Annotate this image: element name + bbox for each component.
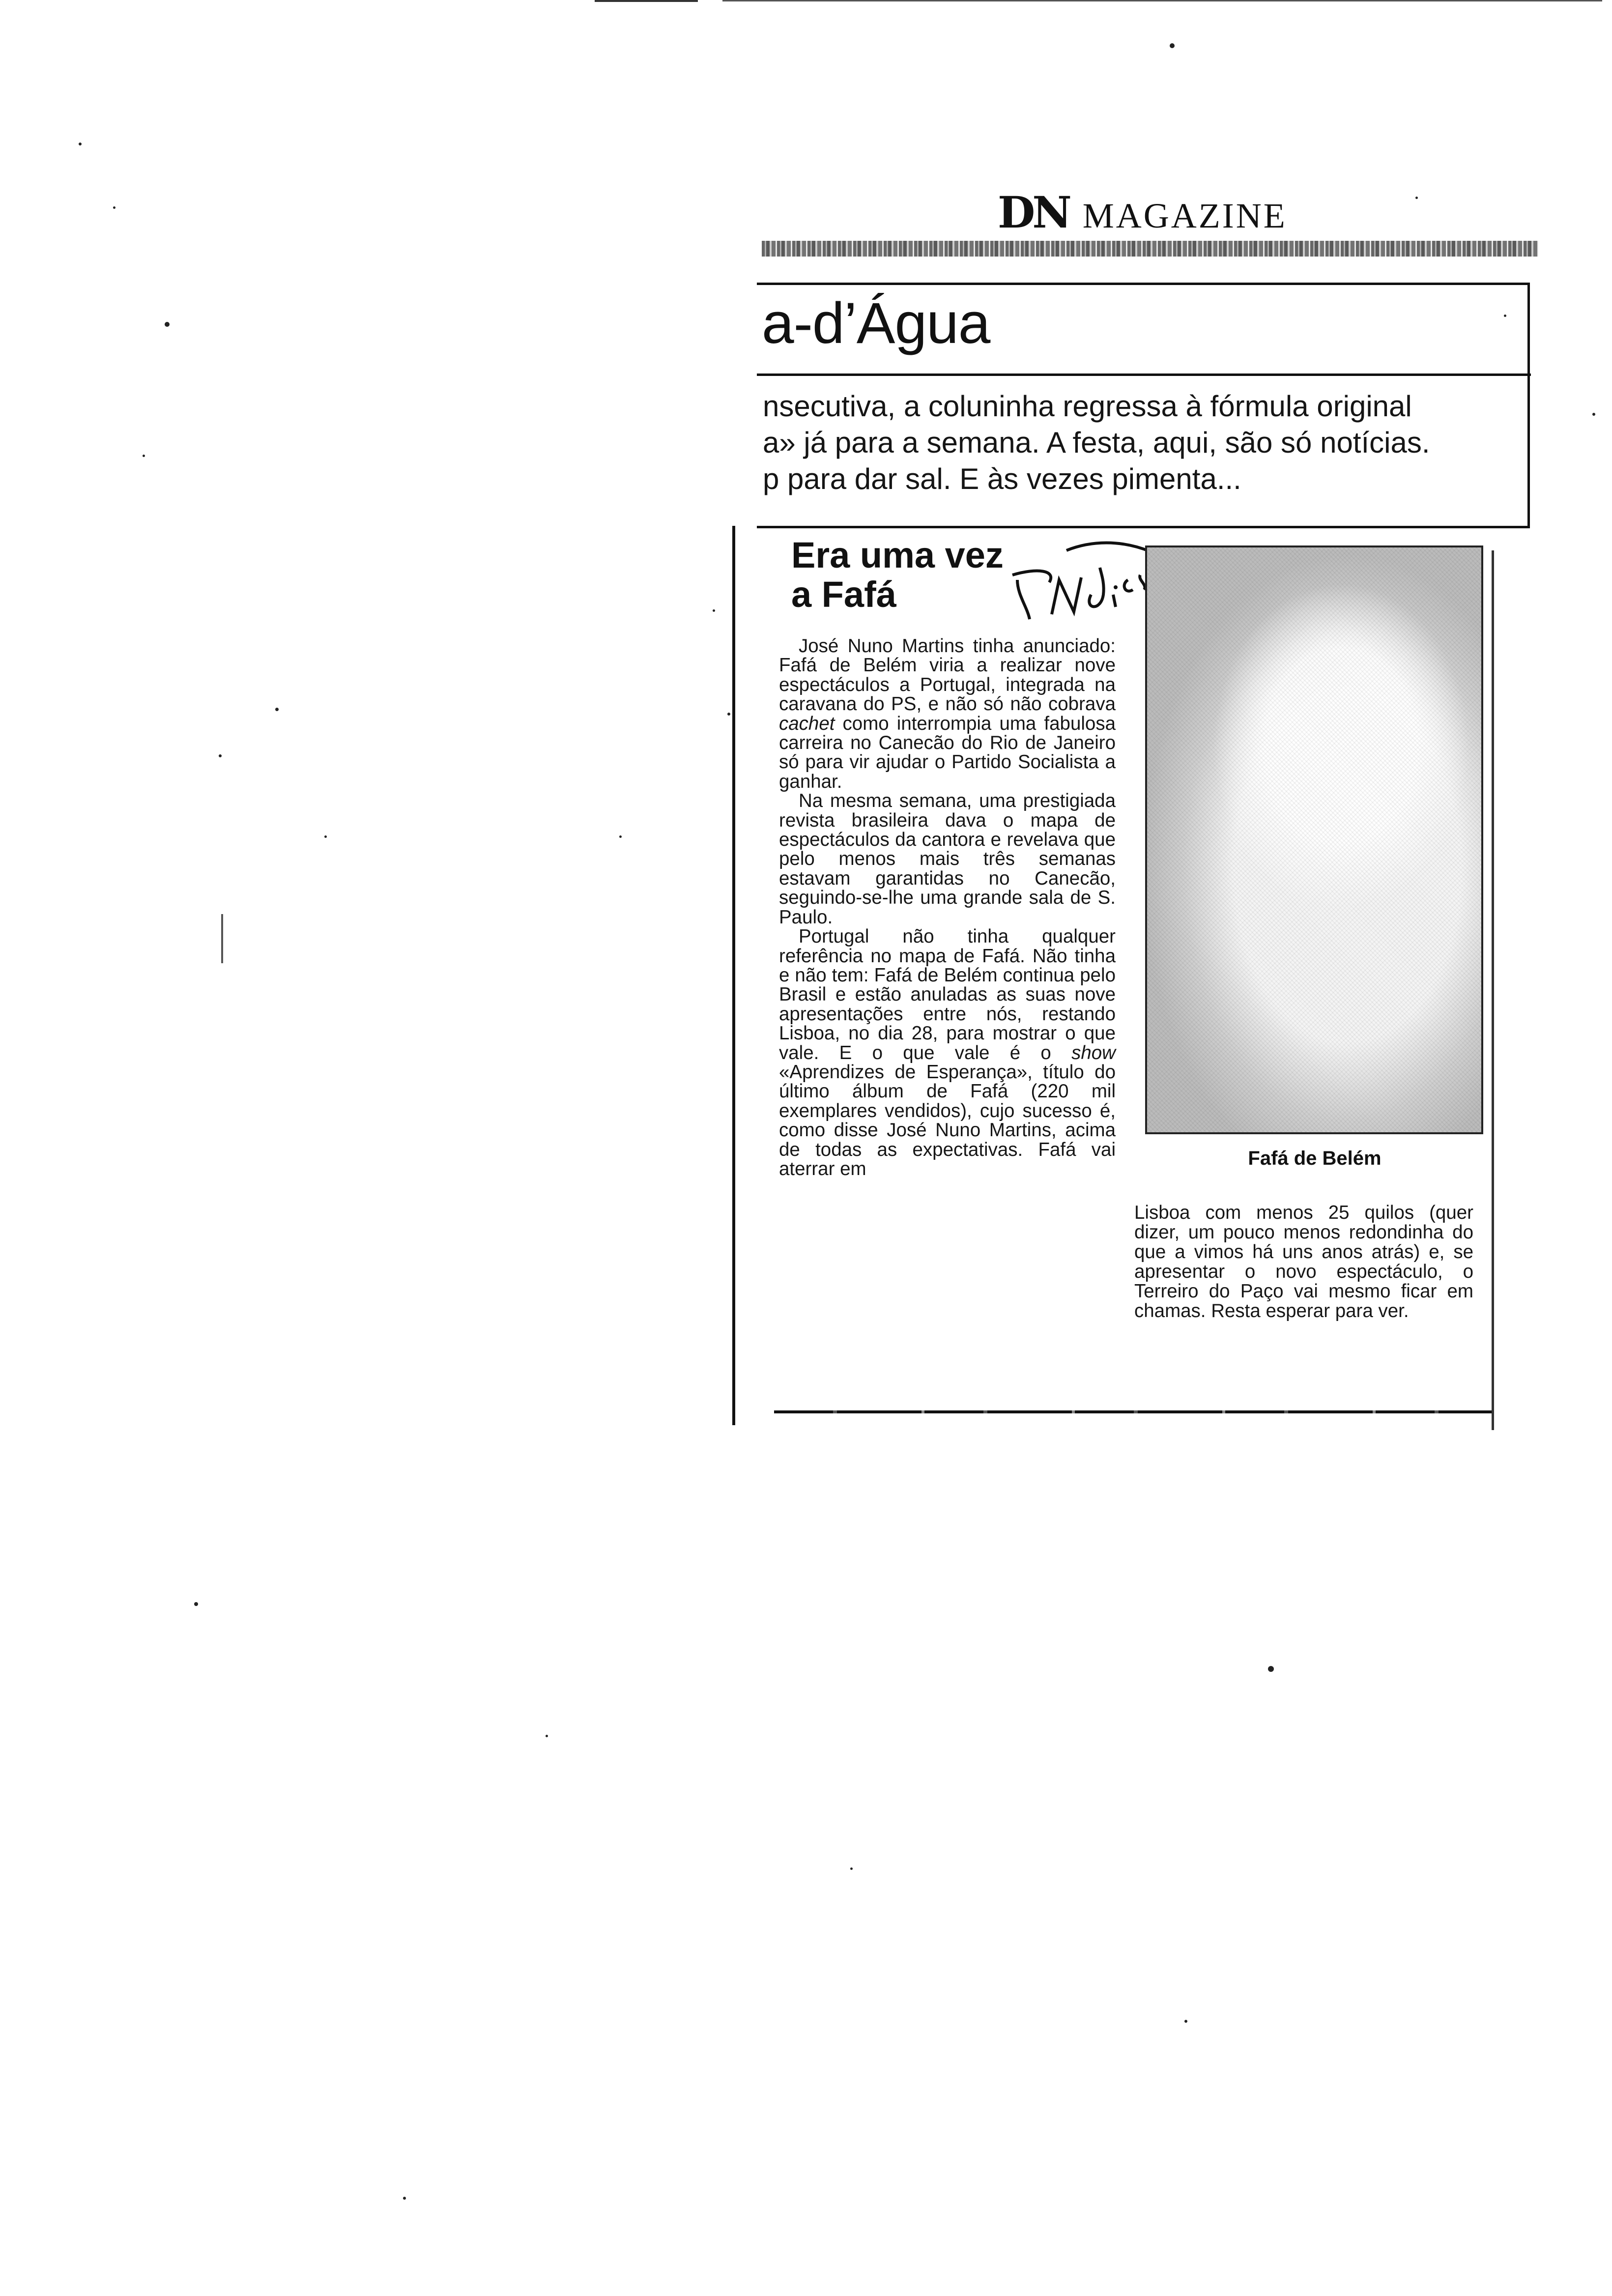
section-name: MAGAZINE: [1082, 196, 1287, 235]
paragraph: Na mesma semana, uma prestigiada revista brasileira dava o mapa de espectáculos da cantora e revelava que pelo menos mais três semanas estavam garantidas no Canecão, seguindo-se-lhe uma grande sala de S. Paulo.: [779, 790, 1116, 928]
scan-line: [595, 0, 698, 2]
column-deck: [763, 388, 1529, 497]
headline-line: a Fafá: [791, 574, 896, 615]
paragraph: José Nuno Martins tinha anunciado: Fafá de Belém viria a realizar nove espectáculos a Portugal, integrada na caravana do PS, e não só não cobrava cachet como interrompia uma fabulosa carreira no Canecão do Rio de Janeiro só para vir ajudar o Partido Socialista a ganhar.: [779, 635, 1116, 792]
photo-grain: [1147, 547, 1481, 1132]
newspaper-clipping: [732, 147, 1538, 1435]
handwritten-annotation: [944, 521, 1160, 634]
left-border: [732, 526, 735, 1425]
paragraph: Portugal não tinha qualquer referência no mapa de Fafá. Não tinha e não tem: Fafá de Belém continua pelo Brasil e estão anuladas as suas nove apresentações entre nós, restando Lisboa, no dia 28, para mostrar o que vale. E o que vale é o show «Aprendizes de Esperança», título do último álbum de Fafá (220 mil exemplares vendidos), cujo sucesso é, como disse José Nuno Martins, acima de todas as expectativas. Fafá vai aterrar em: [779, 926, 1116, 1179]
masthead: [998, 187, 1440, 236]
article-body-continued: [1134, 1203, 1473, 1321]
scan-line: [722, 0, 1602, 1]
deck-line: p para dar sal. E às vezes pimenta...: [763, 462, 1241, 495]
divider: [757, 373, 1531, 376]
deck-line: nsecutiva, a coluninha regressa à fórmula original: [763, 390, 1412, 423]
dn-logo: DN: [998, 187, 1069, 238]
masthead-rule: [762, 241, 1538, 257]
article-body: [779, 636, 1116, 1178]
column-title: a-d’Água: [762, 291, 990, 356]
deck-line: a» já para a semana. A festa, aqui, são só notícias.: [763, 426, 1430, 459]
photo-caption: Fafá de Belém: [1248, 1148, 1382, 1169]
footer-rule: [774, 1410, 1492, 1413]
paragraph: Lisboa com menos 25 quilos (quer dizer, um pouco menos redondinha do que a vimos há uns anos atrás) e, se apresentar o novo espectáculo, o Terreiro do Paço vai mesmo ficar em chamas. Resta esperar para ver.: [1134, 1202, 1473, 1321]
right-border: [1492, 550, 1494, 1430]
headline-line: Era uma vez: [791, 535, 1004, 575]
portrait-photo: [1145, 545, 1483, 1134]
